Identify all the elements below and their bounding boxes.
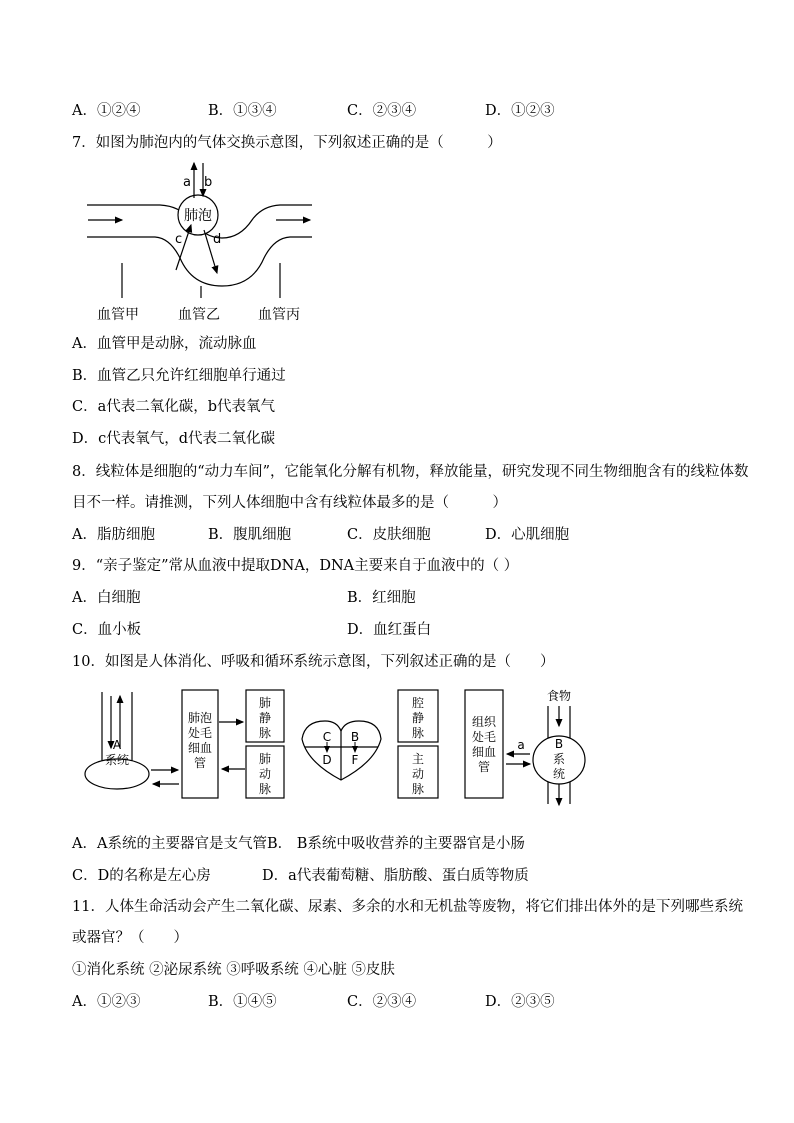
arrow-b-label: b [204, 175, 213, 190]
q6-option-d[interactable]: D．①②③ [485, 103, 555, 119]
q6-option-a[interactable]: A．①②④ [72, 103, 141, 119]
arrow-a-label-q10: a [517, 738, 525, 752]
tissue-capillary-box [465, 690, 503, 798]
pulm-artery-char-2: 动 [258, 767, 272, 781]
q9-option-d[interactable]: D．血红蛋白 [347, 622, 432, 638]
q6-option-b[interactable]: B．①③④ [208, 103, 277, 119]
q8-option-c[interactable]: C．皮肤细胞 [347, 527, 431, 543]
q7-option-d[interactable]: D．c代表氧气，d代表二氧化碳 [72, 431, 276, 447]
aorta-char-2: 动 [411, 767, 425, 781]
arrow-c-label: c [175, 232, 183, 247]
q7-option-a[interactable]: A．血管甲是动脉，流动脉血 [72, 336, 257, 352]
vena-cava-char-1: 腔 [411, 696, 425, 710]
q7-option-c[interactable]: C．a代表二氧化碳，b代表氧气 [72, 399, 276, 415]
q10-option-d[interactable]: D．a代表葡萄糖、脂肪酸、蛋白质等物质 [262, 868, 529, 884]
q8-option-d[interactable]: D．心肌细胞 [485, 527, 570, 543]
lung-cap-line-1: 肺泡 [187, 711, 213, 725]
alveolus-label: 肺泡 [184, 208, 212, 224]
q11-stem-line-2: 或器官？（ ） [72, 930, 188, 946]
lung-cap-line-4: 管 [193, 756, 207, 770]
q7-option-b[interactable]: B．血管乙只允许红细胞单行通过 [72, 368, 286, 384]
tissue-cap-line-2: 处毛 [471, 730, 497, 744]
q11-option-d[interactable]: D．②③⑤ [485, 994, 555, 1010]
vena-cava-char-3: 脉 [411, 726, 425, 740]
pulm-vein-char-1: 肺 [258, 696, 272, 710]
heart-c: C [322, 730, 332, 744]
vessel-3-label: 血管丙 [258, 307, 300, 323]
heart-b: B [350, 730, 360, 744]
b-system-char-1: 系 [552, 752, 566, 766]
q11-items: ①消化系统 ②泌尿系统 ③呼吸系统 ④心脏 ⑤皮肤 [72, 962, 395, 978]
q7-stem: 7．如图为肺泡内的气体交换示意图，下列叙述正确的是（ ） [72, 135, 502, 151]
a-system-letter: A [112, 738, 122, 752]
q9-option-b[interactable]: B．红细胞 [347, 590, 416, 606]
q8-option-b[interactable]: B．腹肌细胞 [208, 527, 292, 543]
pulm-artery-char-3: 脉 [258, 782, 272, 796]
q10-systems-diagram [75, 684, 605, 810]
heart-d: D [322, 753, 332, 767]
q9-option-a[interactable]: A．白细胞 [72, 590, 141, 606]
a-system-label-part: 系统 [104, 753, 130, 767]
q9-option-c[interactable]: C．血小板 [72, 622, 142, 638]
q11-option-b[interactable]: B．①④⑤ [208, 994, 277, 1010]
q6-option-c[interactable]: C．②③④ [347, 103, 417, 119]
tissue-cap-line-1: 组织 [471, 715, 497, 729]
q10-stem: 10．如图是人体消化、呼吸和循环系统示意图，下列叙述正确的是（ ） [72, 654, 555, 670]
tissue-cap-line-4: 管 [477, 760, 491, 774]
q11-stem-line-1: 11．人体生命活动会产生二氧化碳、尿素、多余的水和无机盐等废物，将它们排出体外的是下列哪些系统 [72, 899, 743, 915]
tissue-cap-line-3: 细血 [471, 745, 497, 759]
q10-option-c[interactable]: C．D的名称是左心房 [72, 868, 211, 884]
lung-cap-line-2: 处毛 [187, 726, 213, 740]
pulm-artery-char-1: 肺 [258, 752, 272, 766]
arrow-d-label: d [213, 232, 222, 247]
q11-option-c[interactable]: C．②③④ [347, 994, 417, 1010]
q7-alveolus-diagram [80, 158, 340, 330]
pulm-vein-char-2: 静 [258, 711, 272, 725]
vessel-2-label: 血管乙 [178, 307, 220, 323]
q8-stem-line-1: 8．线粒体是细胞的“动力车间”，它能氧化分解有机物，释放能量，研究发现不同生物细胞含有的线粒体数 [72, 464, 749, 480]
aorta-char-1: 主 [411, 752, 425, 766]
vessel-1-label: 血管甲 [97, 307, 139, 323]
heart-f: F [351, 753, 359, 767]
food-label: 食物 [546, 689, 572, 703]
arrow-a-label: a [183, 175, 191, 190]
q11-option-a[interactable]: A．①②③ [72, 994, 141, 1010]
b-system-char-2: 统 [552, 767, 566, 781]
q8-stem-line-2: 目不一样。请推测，下列人体细胞中含有线粒体最多的是（ ） [72, 495, 507, 511]
q10-options-ab[interactable]: A．A系统的主要器官是支气管B． B系统中吸收营养的主要器官是小肠 [72, 836, 525, 852]
vena-cava-char-2: 静 [411, 711, 425, 725]
b-system-letter: B [554, 737, 564, 751]
q8-option-a[interactable]: A．脂肪细胞 [72, 527, 155, 543]
pulm-vein-char-3: 脉 [258, 726, 272, 740]
aorta-char-3: 脉 [411, 782, 425, 796]
q9-stem: 9．“亲子鉴定”常从血液中提取DNA，DNA主要来自于血液中的（ ） [72, 558, 519, 574]
lung-cap-line-3: 细血 [187, 741, 213, 755]
